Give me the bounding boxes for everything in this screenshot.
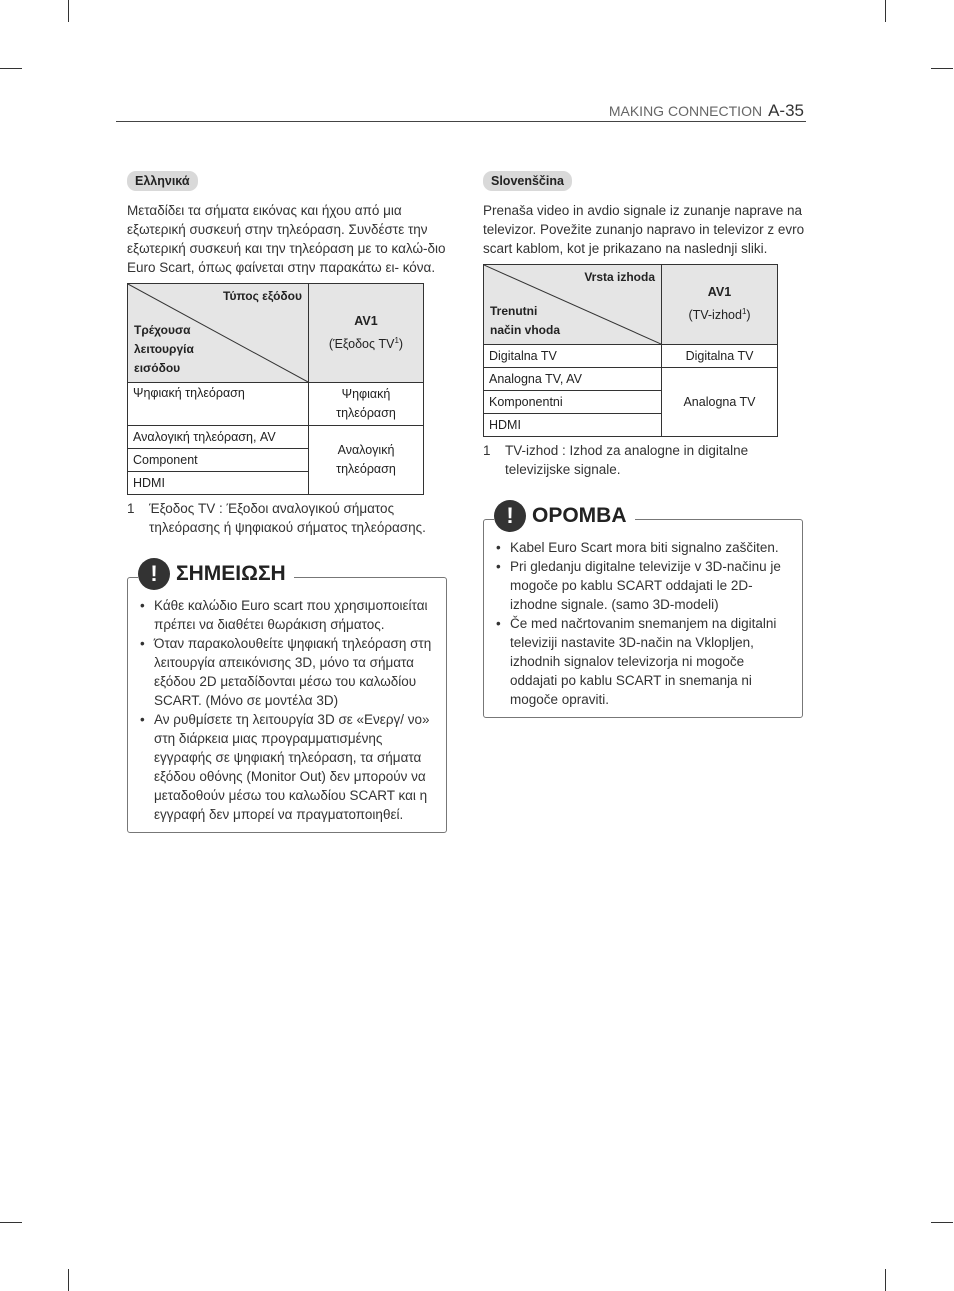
slovene-column: [483, 171, 805, 718]
crop-mark: [931, 1222, 953, 1223]
list-item: • Če med načrtovanim snemanjem na digitalni televiziji nastavite 3D-način na Vklopljen, izhodnih signalov televizorja ni mogoče oddajati po kablu SCART in snemanja ni mogoče opraviti.: [496, 614, 792, 709]
list-item: • Κάθε καλώδιο Euro scart που χρησιμοποιείται πρέπει να διαθέτει θωράκιση σήματος.: [140, 596, 436, 634]
slovene-connection-table: [483, 264, 778, 437]
av1-label: AV1: [354, 313, 378, 328]
slovene-input-mode-line: način vhoda: [490, 323, 561, 337]
slovene-tv-out-label: (TV-izhod: [688, 308, 742, 323]
slovene-language-label: Slovenščina: [483, 171, 572, 191]
page-header: [609, 101, 804, 121]
paren-close: ): [746, 308, 751, 323]
slovene-note-list: [496, 538, 792, 709]
slovene-footnote: [483, 441, 805, 479]
section-title: MAKING CONNECTION: [608, 103, 763, 119]
greek-tv-out-label: (Έξοδος TV: [328, 337, 395, 352]
table-row: HDMI: [128, 472, 309, 495]
list-item: • Pri gledanju digitalne televizije v 3D-načinu je mogoče po kablu SCART oddajati le 2D-izhodne signale. (samo 3D-modeli): [496, 557, 792, 614]
greek-output-analog: Αναλογική τηλεόραση: [309, 426, 424, 495]
header-rule: [116, 121, 806, 122]
greek-input-mode-line: εισόδου: [134, 361, 181, 375]
paren-close: ): [398, 337, 404, 352]
greek-intro-text: Μεταδίδει τα σήματα εικόνας και ήχου από μια εξωτερική συσκευή στην τηλεόραση. Συνδέστε την εξωτερική συσκευή και την τηλεόραση με το καλώ-διο Euro Scart, όπως φαίνεται στην παρακάτω ει- κόνα.: [127, 203, 446, 275]
greek-input-mode-label: [134, 321, 194, 378]
note-title-text: OPOMBA: [532, 504, 627, 527]
footnote-number: 1: [127, 501, 135, 516]
greek-table-diagonal-header: [128, 284, 309, 383]
footnote-ref: 1: [394, 335, 399, 345]
crop-mark: [0, 68, 22, 69]
exclamation-icon: !: [138, 558, 170, 590]
av1-label: AV1: [707, 285, 732, 300]
greek-input-mode-line: Τρέχουσα: [134, 323, 191, 337]
exclamation-icon: !: [494, 500, 526, 532]
slovene-note-box: [483, 503, 803, 718]
greek-output-type-label: Τύπος εξόδου: [223, 289, 302, 303]
table-row: Αναλογική τηλεόραση, AV: [128, 426, 309, 449]
crop-mark: [931, 68, 953, 69]
crop-mark: [68, 1269, 69, 1291]
slovene-input-mode-label: [490, 302, 560, 340]
greek-footnote: [127, 499, 449, 537]
footnote-number: 1: [483, 443, 491, 458]
footnote-text: TV-izhod : Izhod za analogne in digitalne televizijske signale.: [505, 443, 749, 477]
crop-mark: [0, 1222, 22, 1223]
table-row: Ψηφιακή τηλεόραση: [128, 383, 309, 426]
greek-input-mode-line: λειτουργία: [134, 342, 194, 356]
crop-mark: [68, 0, 69, 22]
table-row: Component: [128, 449, 309, 472]
slovene-output-analog: Analogna TV: [662, 368, 778, 437]
list-item: • Kabel Euro Scart mora biti signalno zaščiten.: [496, 538, 792, 557]
greek-language-label: Ελληνικά: [127, 171, 198, 191]
slovene-intro-text: Prenaša video in avdio signale iz zunanje naprave na televizor. Povežite zunanjo napravo in televizor z evro scart kablom, kot je prikazano na naslednji sliki.: [483, 203, 805, 256]
list-item: • Αν ρυθμίσετε τη λειτουργία 3D σε «Ενεργ/ νο» στη διάρκεια μιας προγραμματισμένης εγγραφής σε ψηφιακή τηλεόραση, τα σήματα εξόδου οθόνης (Monitor Out) δεν μπορούν να μεταδοθούν μέσω του καλωδίου SCART και η εγγραφή δεν μπορεί να πραγματοποιηθεί.: [140, 710, 436, 824]
greek-note-list: [140, 596, 436, 824]
list-item: • Όταν παρακολουθείτε ψηφιακή τηλεόραση στη λειτουργία απεικόνισης 3D, μόνο τα σήματα εξόδου 2D μεταδίδονται μέσω του καλωδίου SCART. (Μόνο σε μοντέλα 3D): [140, 634, 436, 710]
greek-column: [127, 171, 449, 833]
greek-connection-table: [127, 283, 424, 495]
table-row: HDMI: [484, 414, 662, 437]
greek-note-title: [138, 558, 294, 590]
greek-av1-column-header: [309, 284, 424, 383]
crop-mark: [885, 1269, 886, 1291]
slovene-note-title: [494, 500, 635, 532]
slovene-table-diagonal-header: [484, 265, 662, 345]
slovene-av1-column-header: [662, 265, 778, 345]
footnote-text: Έξοδος TV : Έξοδοι αναλογικού σήματος τηλεόρασης ή ψηφιακού σήματος τηλεόρασης.: [149, 501, 426, 535]
table-row: Digitalna TV: [484, 345, 662, 368]
greek-output-digital: Ψηφιακή τηλεόραση: [309, 383, 424, 426]
footnote-ref: 1: [741, 307, 747, 317]
slovene-output-type-label: Vrsta izhoda: [584, 270, 655, 284]
slovene-output-digital: Digitalna TV: [662, 345, 778, 368]
slovene-input-mode-line: Trenutni: [490, 304, 538, 318]
crop-mark: [885, 0, 886, 22]
table-row: Analogna TV, AV: [484, 368, 662, 391]
page-number: A-35: [768, 101, 804, 120]
table-row: Komponentni: [484, 391, 662, 414]
greek-note-box: [127, 561, 447, 833]
note-title-text: ΣΗΜΕΙΩΣΗ: [176, 562, 286, 585]
